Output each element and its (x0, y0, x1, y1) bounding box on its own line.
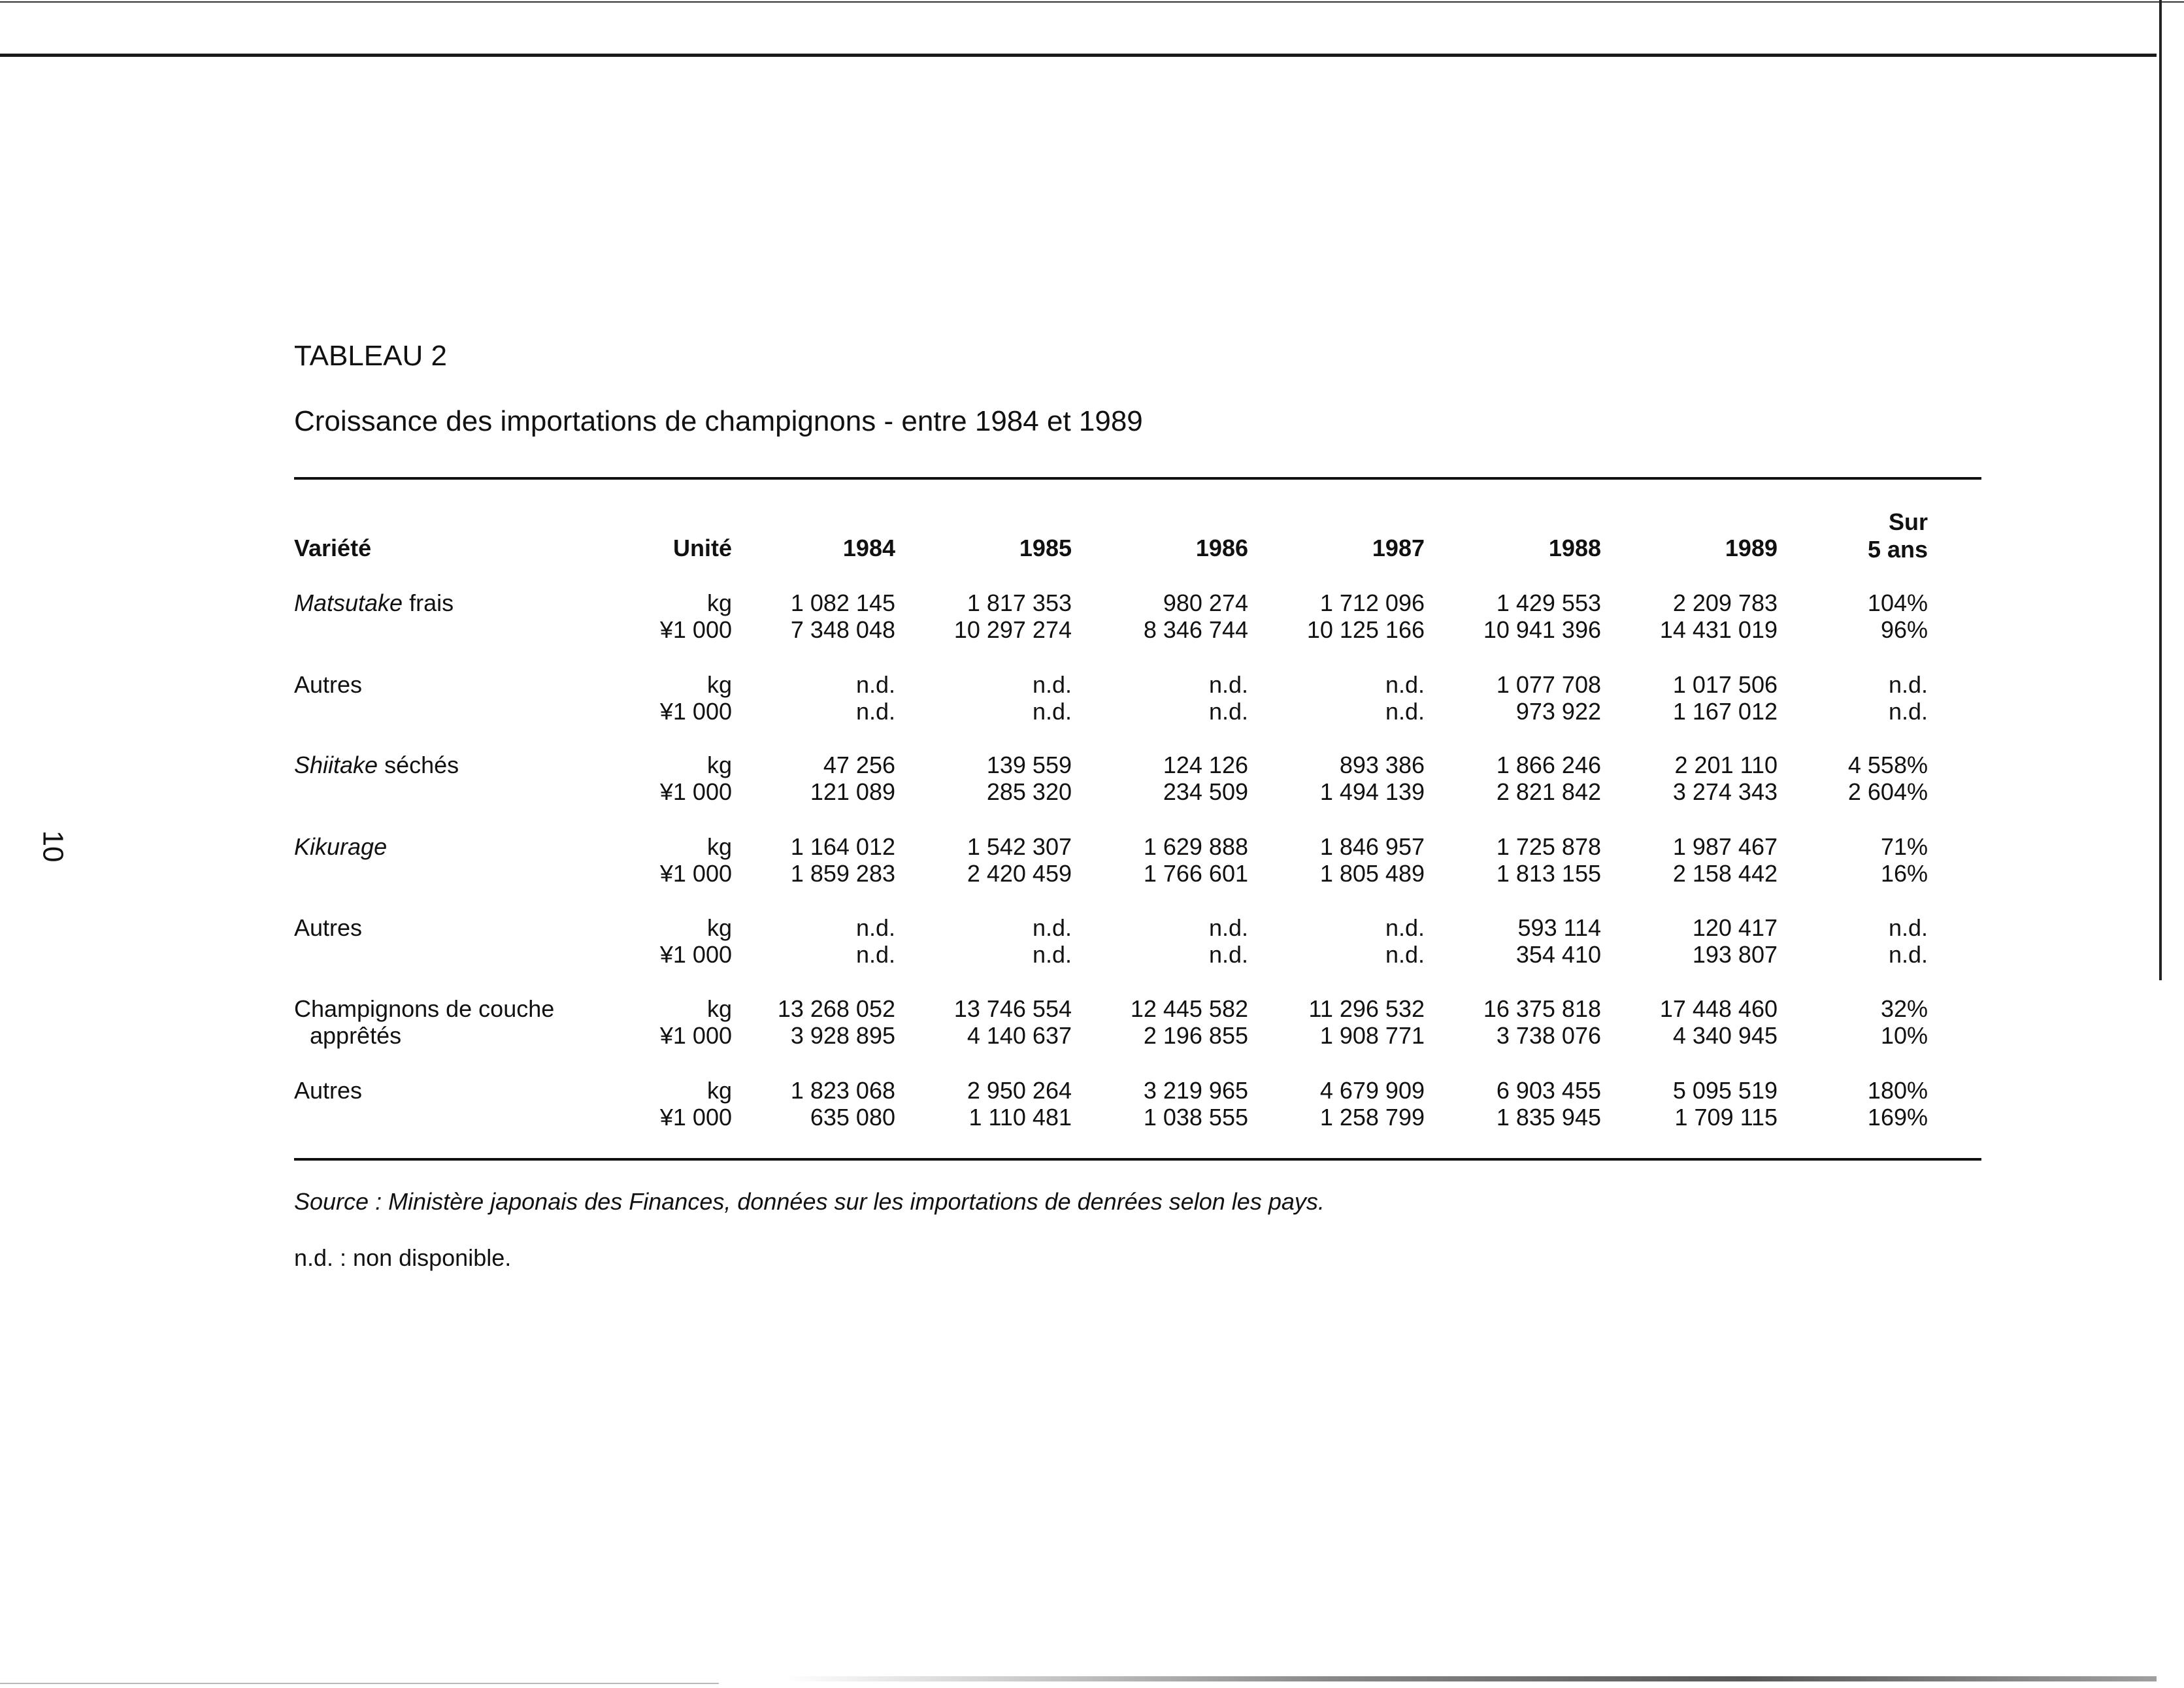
value-yen-1987: 1 908 771 (1319, 1022, 1425, 1049)
header-year-1985: 1985 (1019, 535, 1072, 561)
value-kg-1986: 1 629 888 (1143, 833, 1248, 860)
header-five-years-line2: 5 ans (1867, 536, 1928, 563)
value-yen-1988: 10 941 396 (1483, 616, 1601, 643)
value-kg-1984: 47 256 (823, 752, 895, 778)
value-yen-1986: 1 038 555 (1143, 1104, 1248, 1131)
value-kg-1989: 1 017 506 (1672, 671, 1778, 698)
header-year-1989: 1989 (1725, 535, 1778, 561)
value-kg-1986: 124 126 (1163, 752, 1248, 778)
growth-yen: 169% (1867, 1104, 1928, 1131)
value-kg-1988: 1 725 878 (1496, 833, 1601, 860)
value-kg-1988: 1 866 246 (1496, 752, 1601, 778)
value-yen-1988: 2 821 842 (1496, 778, 1601, 805)
value-kg-1984: 1 164 012 (790, 833, 895, 860)
value-kg-1987: 1 712 096 (1319, 589, 1425, 616)
value-yen-1988: 973 922 (1515, 698, 1601, 725)
unit-yen: ¥1 000 (659, 1022, 732, 1049)
value-yen-1988: 1 813 155 (1496, 860, 1601, 887)
value-yen-1989: 4 340 945 (1672, 1022, 1778, 1049)
value-yen-1987: 10 125 166 (1306, 616, 1425, 643)
value-yen-1985: n.d. (1032, 698, 1072, 725)
value-kg-1985: 13 746 554 (953, 995, 1072, 1022)
variety-name-italic: Kikurage (294, 833, 388, 860)
value-yen-1989: 1 167 012 (1672, 698, 1778, 725)
unit-kg: kg (706, 914, 732, 941)
value-yen-1984: 635 080 (810, 1104, 895, 1131)
value-yen-1988: 354 410 (1515, 941, 1601, 968)
value-kg-1989: 2 201 110 (1674, 752, 1778, 778)
value-yen-1984: 3 928 895 (790, 1022, 895, 1049)
growth-yen: n.d. (1888, 698, 1928, 725)
variety-name (294, 671, 362, 699)
value-yen-1985: 4 140 637 (967, 1022, 1072, 1049)
value-yen-1984: 7 348 048 (790, 616, 895, 643)
growth-yen: 10% (1880, 1022, 1928, 1049)
value-yen-1989: 14 431 019 (1659, 616, 1778, 643)
value-yen-1989: 1 709 115 (1674, 1104, 1778, 1131)
variety-name-rest: Autres (294, 671, 363, 698)
unit-kg: kg (706, 589, 732, 616)
variety-name (294, 833, 387, 861)
value-yen-1985: 2 420 459 (967, 860, 1072, 887)
value-yen-1988: 1 835 945 (1496, 1104, 1601, 1131)
growth-kg: 104% (1867, 589, 1928, 616)
value-kg-1987: n.d. (1385, 914, 1425, 941)
value-yen-1987: 1 805 489 (1319, 860, 1425, 887)
value-kg-1986: n.d. (1208, 671, 1248, 698)
value-yen-1988: 3 738 076 (1496, 1022, 1601, 1049)
value-yen-1987: n.d. (1385, 941, 1425, 968)
value-kg-1989: 120 417 (1692, 914, 1778, 941)
value-kg-1989: 1 987 467 (1672, 833, 1778, 860)
value-kg-1985: n.d. (1032, 671, 1072, 698)
table-title: Croissance des importations de champignons - entre 1984 et 1989 (294, 405, 1143, 437)
value-kg-1984: n.d. (855, 914, 895, 941)
variety-name-italic: Matsutake (294, 589, 403, 616)
value-yen-1986: 2 196 855 (1143, 1022, 1248, 1049)
value-kg-1988: 6 903 455 (1496, 1077, 1601, 1104)
unit-yen: ¥1 000 (659, 941, 732, 968)
growth-yen: 96% (1880, 616, 1928, 643)
variety-name-rest: frais (403, 589, 454, 616)
value-yen-1984: n.d. (855, 698, 895, 725)
value-kg-1988: 16 375 818 (1483, 995, 1601, 1022)
variety-name (294, 995, 554, 1023)
unit-kg: kg (706, 671, 732, 698)
value-kg-1988: 1 429 553 (1496, 589, 1601, 616)
growth-kg: 180% (1867, 1077, 1928, 1104)
value-kg-1988: 593 114 (1517, 914, 1601, 941)
value-yen-1986: 234 509 (1163, 778, 1248, 805)
table-bottom-rule (294, 1158, 1981, 1161)
value-kg-1984: n.d. (855, 671, 895, 698)
value-yen-1985: 1 110 481 (968, 1104, 1072, 1131)
unit-kg: kg (706, 1077, 732, 1104)
value-yen-1986: 1 766 601 (1143, 860, 1248, 887)
growth-kg: 71% (1880, 833, 1928, 860)
value-kg-1989: 2 209 783 (1672, 589, 1778, 616)
variety-name (294, 1077, 362, 1104)
value-yen-1987: n.d. (1385, 698, 1425, 725)
variety-name-rest: Autres (294, 914, 363, 941)
growth-kg: n.d. (1888, 671, 1928, 698)
abbreviation-note: n.d. : non disponible. (294, 1244, 512, 1271)
growth-yen: 2 604% (1847, 778, 1928, 805)
value-kg-1985: 2 950 264 (967, 1077, 1072, 1104)
value-yen-1987: 1 258 799 (1319, 1104, 1425, 1131)
growth-kg: 32% (1880, 995, 1928, 1022)
variety-name-rest: Autres (294, 1077, 363, 1104)
value-kg-1985: 1 542 307 (967, 833, 1072, 860)
unit-yen: ¥1 000 (659, 1104, 732, 1131)
header-year-1986: 1986 (1195, 535, 1248, 561)
growth-kg: 4 558% (1847, 752, 1928, 778)
value-kg-1987: 1 846 957 (1319, 833, 1425, 860)
header-unit: Unité (673, 535, 732, 561)
value-kg-1989: 5 095 519 (1672, 1077, 1778, 1104)
variety-name (294, 752, 459, 779)
page-number: 10 (37, 830, 69, 863)
unit-yen: ¥1 000 (659, 698, 732, 725)
value-yen-1985: 285 320 (986, 778, 1072, 805)
value-kg-1986: n.d. (1208, 914, 1248, 941)
value-yen-1986: n.d. (1208, 698, 1248, 725)
value-kg-1984: 1 082 145 (790, 589, 895, 616)
growth-yen: 16% (1880, 860, 1928, 887)
header-variety: Variété (294, 535, 372, 561)
value-yen-1989: 3 274 343 (1672, 778, 1778, 805)
value-kg-1987: 893 386 (1339, 752, 1425, 778)
value-yen-1984: 121 089 (810, 778, 895, 805)
unit-kg: kg (706, 833, 732, 860)
value-kg-1987: 4 679 909 (1319, 1077, 1425, 1104)
value-kg-1984: 13 268 052 (777, 995, 895, 1022)
header-five-years-line1: Sur (1888, 508, 1928, 535)
value-kg-1986: 12 445 582 (1130, 995, 1248, 1022)
source-note: Source : Ministère japonais des Finances, données sur les importations de denrées selon les pays. (294, 1188, 1325, 1215)
value-kg-1988: 1 077 708 (1496, 671, 1601, 698)
header-year-1987: 1987 (1372, 535, 1425, 561)
variety-name-rest: séchés (378, 752, 459, 778)
variety-name-italic: Shiitake (294, 752, 378, 778)
variety-name (294, 914, 362, 942)
table-label: TABLEAU 2 (294, 340, 447, 372)
header-year-1984: 1984 (842, 535, 895, 561)
value-kg-1987: 11 296 532 (1308, 995, 1425, 1022)
variety-name (294, 589, 454, 617)
value-kg-1985: 1 817 353 (967, 589, 1072, 616)
value-kg-1989: 17 448 460 (1659, 995, 1778, 1022)
value-kg-1986: 3 219 965 (1143, 1077, 1248, 1104)
unit-yen: ¥1 000 (659, 860, 732, 887)
value-kg-1985: n.d. (1032, 914, 1072, 941)
unit-yen: ¥1 000 (659, 616, 732, 643)
header-year-1988: 1988 (1548, 535, 1601, 561)
value-yen-1987: 1 494 139 (1319, 778, 1425, 805)
growth-kg: n.d. (1888, 914, 1928, 941)
value-yen-1984: 1 859 283 (790, 860, 895, 887)
value-kg-1985: 139 559 (986, 752, 1072, 778)
value-yen-1989: 193 807 (1692, 941, 1778, 968)
variety-name-rest: Champignons de couche (294, 995, 555, 1022)
value-kg-1986: 980 274 (1163, 589, 1248, 616)
unit-kg: kg (706, 752, 732, 778)
value-yen-1984: n.d. (855, 941, 895, 968)
value-kg-1984: 1 823 068 (790, 1077, 895, 1104)
unit-kg: kg (706, 995, 732, 1022)
growth-yen: n.d. (1888, 941, 1928, 968)
value-yen-1985: n.d. (1032, 941, 1072, 968)
value-yen-1986: n.d. (1208, 941, 1248, 968)
value-yen-1986: 8 346 744 (1143, 616, 1248, 643)
value-kg-1987: n.d. (1385, 671, 1425, 698)
value-yen-1989: 2 158 442 (1672, 860, 1778, 887)
value-yen-1985: 10 297 274 (953, 616, 1072, 643)
variety-name-line2: apprêtés (310, 1022, 402, 1049)
unit-yen: ¥1 000 (659, 778, 732, 805)
